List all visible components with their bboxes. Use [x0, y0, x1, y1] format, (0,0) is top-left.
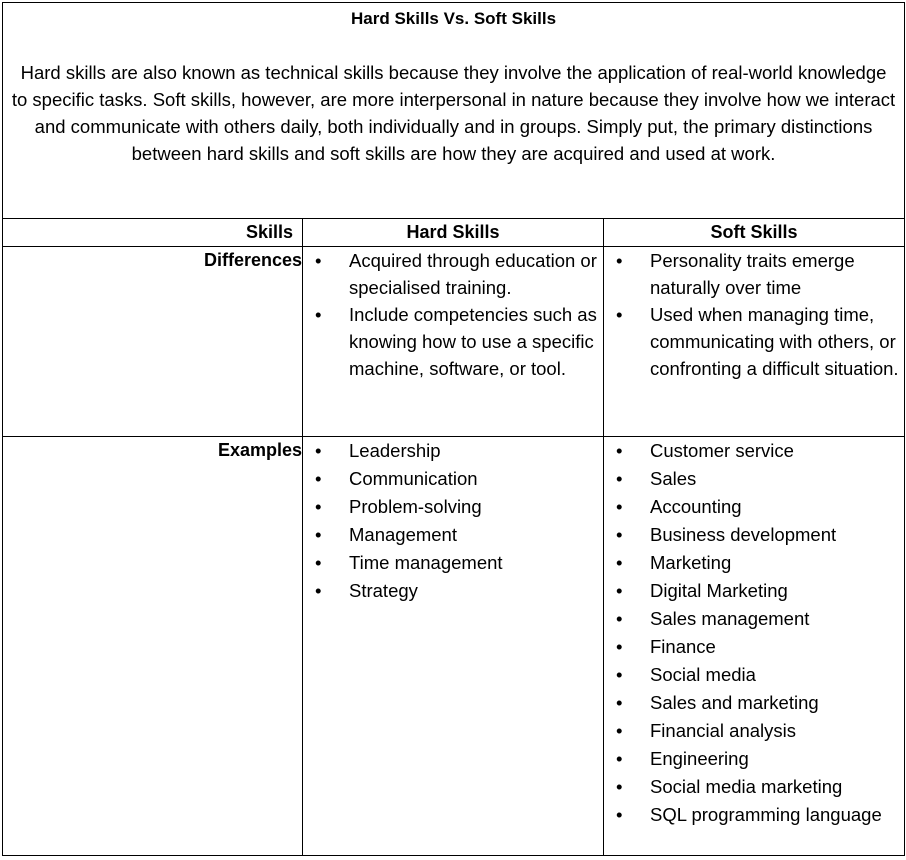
- bullet-icon: •: [616, 250, 623, 271]
- bullet-icon: •: [315, 496, 322, 517]
- list-item-text: Used when managing time, communicating with others, or confronting a difficult situation.: [650, 304, 899, 379]
- examples-hard-cell: [303, 437, 604, 856]
- list-item-text: Digital Marketing: [650, 580, 788, 601]
- bullet-icon: •: [616, 440, 623, 461]
- list-item-text: Business development: [650, 524, 837, 545]
- bullet-icon: •: [616, 524, 623, 545]
- examples-row: [3, 437, 905, 856]
- list-item-text: Sales: [650, 468, 697, 489]
- differences-hard-cell: [303, 247, 604, 437]
- bullet-icon: •: [616, 608, 623, 629]
- differences-soft-list: [604, 247, 904, 382]
- list-item-text: Accounting: [650, 496, 742, 517]
- list-item-text: Marketing: [650, 552, 732, 573]
- bullet-icon: •: [315, 440, 322, 461]
- bullet-icon: •: [315, 524, 322, 545]
- bullet-icon: •: [616, 552, 623, 573]
- list-item: [604, 247, 900, 301]
- examples-soft-list: [604, 437, 904, 829]
- title-cell: [3, 3, 905, 219]
- bullet-icon: •: [616, 496, 623, 517]
- list-item: [604, 689, 900, 717]
- differences-label: Differences: [3, 247, 303, 437]
- list-item: [604, 605, 900, 633]
- list-item: [604, 661, 900, 689]
- differences-soft-cell: [604, 247, 905, 437]
- list-item-text: Personality traits emerge naturally over time: [650, 250, 855, 298]
- list-item-text: Communication: [349, 468, 478, 489]
- bullet-icon: •: [616, 720, 623, 741]
- list-item: [604, 493, 900, 521]
- bullet-icon: •: [616, 664, 623, 685]
- intro-paragraph: Hard skills are also known as technical skills because they involve the application of real-world knowledge to specific tasks. Soft skills, however, are more interpersonal in nature because they involve how we interact and communicate with others daily, both individually and in groups. Simply put, the primary distinctions between hard skills and soft skills are how they are acquired and used at work.: [11, 62, 896, 164]
- examples-soft-cell: [604, 437, 905, 856]
- list-item: [604, 717, 900, 745]
- skills-comparison-table: [2, 2, 905, 856]
- list-item-text: Problem-solving: [349, 496, 482, 517]
- list-item-text: Sales and marketing: [650, 692, 819, 713]
- list-item: [604, 745, 900, 773]
- list-item: [303, 301, 599, 382]
- bullet-icon: •: [616, 468, 623, 489]
- bullet-icon: •: [616, 804, 623, 825]
- list-item-text: Engineering: [650, 748, 749, 769]
- bullet-icon: •: [616, 748, 623, 769]
- list-item: [604, 301, 900, 382]
- examples-label: Examples: [3, 437, 303, 856]
- list-item: [604, 633, 900, 661]
- list-item-text: SQL programming language: [650, 804, 882, 825]
- bullet-icon: •: [616, 636, 623, 657]
- list-item: [604, 437, 900, 465]
- bullet-icon: •: [315, 580, 322, 601]
- list-item-text: Financial analysis: [650, 720, 797, 741]
- list-item: [303, 437, 599, 465]
- list-item: [604, 465, 900, 493]
- bullet-icon: •: [616, 304, 623, 325]
- bullet-icon: •: [616, 692, 623, 713]
- list-item: [303, 577, 599, 605]
- list-item-text: Social media: [650, 664, 756, 685]
- list-item: [604, 773, 900, 801]
- bullet-icon: •: [616, 580, 623, 601]
- list-item: [604, 521, 900, 549]
- table-title: Hard Skills Vs. Soft Skills: [351, 9, 557, 28]
- bullet-icon: •: [315, 250, 322, 271]
- header-skills: Skills: [3, 219, 303, 247]
- bullet-icon: •: [315, 552, 322, 573]
- header-hard-skills: Hard Skills: [303, 219, 604, 247]
- list-item-text: Acquired through education or specialised training.: [349, 250, 597, 298]
- list-item: [303, 465, 599, 493]
- bullet-icon: •: [616, 776, 623, 797]
- list-item-text: Management: [349, 524, 457, 545]
- list-item-text: Time management: [349, 552, 503, 573]
- header-soft-skills: Soft Skills: [604, 219, 905, 247]
- list-item-text: Include competencies such as knowing how to use a specific machine, software, or tool.: [349, 304, 597, 379]
- list-item-text: Strategy: [349, 580, 418, 601]
- examples-hard-list: [303, 437, 603, 605]
- list-item: [604, 577, 900, 605]
- list-item: [604, 549, 900, 577]
- bullet-icon: •: [315, 468, 322, 489]
- differences-row: [3, 247, 905, 437]
- list-item: [303, 493, 599, 521]
- list-item-text: Finance: [650, 636, 716, 657]
- list-item: [303, 549, 599, 577]
- list-item-text: Social media marketing: [650, 776, 843, 797]
- list-item: [303, 521, 599, 549]
- list-item-text: Sales management: [650, 608, 810, 629]
- list-item-text: Leadership: [349, 440, 441, 461]
- list-item: [604, 801, 900, 829]
- list-item: [303, 247, 599, 301]
- differences-hard-list: [303, 247, 603, 382]
- list-item-text: Customer service: [650, 440, 794, 461]
- bullet-icon: •: [315, 304, 322, 325]
